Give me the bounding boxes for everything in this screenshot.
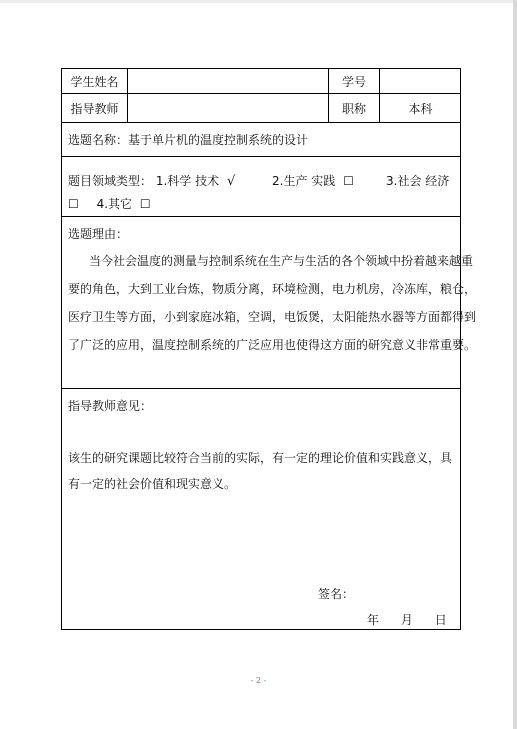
opinion-line-1: 该生的研究课题比较符合当前的实际，有一定的理论价值和实践意义，具: [68, 451, 453, 465]
checkbox-icon[interactable]: ☐: [68, 197, 79, 211]
advisor-label: 指导教师: [62, 94, 128, 122]
option-society-economy: 3.社会 经济: [386, 174, 450, 188]
title-label: 职称: [329, 94, 380, 122]
option-other: 4.其它: [96, 197, 133, 211]
page-top-edge: [0, 0, 517, 3]
title-value[interactable]: 本科: [408, 101, 433, 116]
field-type-line2: [68, 195, 151, 212]
page-number: - 2 -: [250, 676, 267, 685]
date-year: 年: [367, 613, 380, 627]
signature-label: 签名：: [318, 587, 355, 601]
date-line: [367, 611, 447, 628]
reason-label: 选题理由：: [68, 227, 129, 241]
option-science-tech: 1.科学 技术: [155, 174, 220, 188]
reason-line-4: 了广泛的应用，温度控制系统的广泛应用也使得这方面的研究意义非常重要。: [68, 338, 477, 352]
reason-line-1: 当今社会温度的测量与控制系统在生产与生活的各个领域中扮着越来越重: [89, 254, 474, 268]
opinion-line-2: 有一定的社会价值和现实意义。: [68, 477, 237, 491]
opinion-section: [62, 389, 460, 629]
checkbox-icon[interactable]: ☐: [343, 174, 354, 188]
check-icon: √: [226, 174, 236, 189]
field-type-row: [62, 157, 460, 217]
reason-line-3: 医疗卫生等方面，小到家庭冰箱，空调，电饭煲，太阳能热水器等方面都得到: [68, 310, 477, 324]
topic-row: [62, 123, 460, 157]
topic-value: 基于单片机的温度控制系统的设计: [128, 133, 309, 147]
topic-label: 选题名称：: [68, 133, 129, 147]
reason-row: [62, 217, 477, 389]
advisor-value[interactable]: [128, 94, 329, 122]
field-type-label: 题目领域类型：: [68, 174, 153, 188]
field-type-line1: [68, 172, 235, 189]
opinion-label: 指导教师意见：: [68, 399, 153, 413]
student-name-label: 学生姓名: [62, 69, 128, 93]
advisor-row: [62, 94, 460, 123]
option-production-practice: 2.生产 实践: [272, 174, 336, 188]
reason-line-2: 要的角色，大到工业台炼，物质分离，环境检测，电力机房，冷冻库，粮仓，: [68, 282, 477, 296]
student-name-value[interactable]: [128, 69, 329, 93]
topic-cell: [62, 123, 460, 156]
checkbox-icon[interactable]: ☐: [139, 197, 151, 211]
student-id-value[interactable]: [380, 69, 461, 93]
proposal-form-table: [61, 68, 477, 630]
option-production-practice-wrap: [272, 172, 354, 189]
date-day: 日: [434, 613, 447, 627]
date-month: 月: [400, 613, 413, 627]
student-id-label: 学号: [329, 69, 380, 93]
student-row: [62, 69, 460, 94]
page-right-edge: [513, 0, 517, 729]
